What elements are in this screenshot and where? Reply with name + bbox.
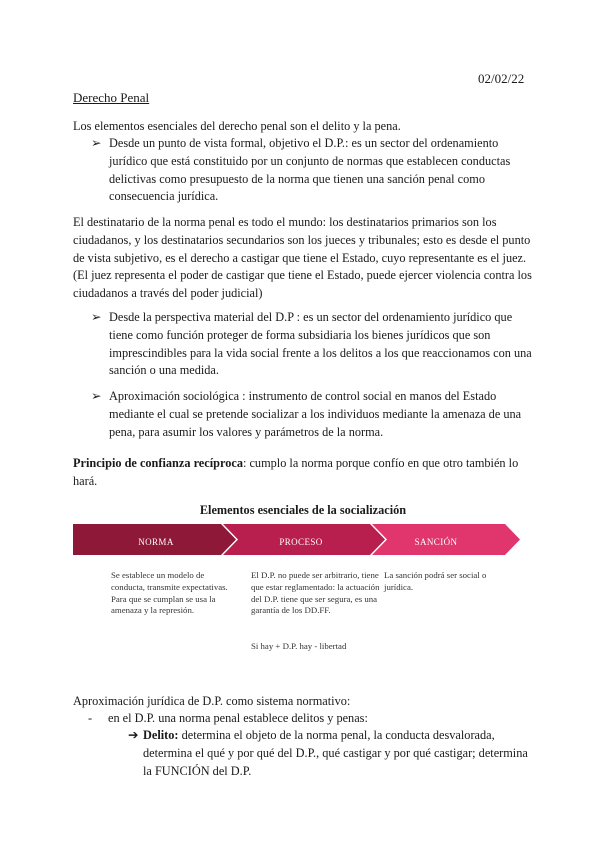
delito-text: determina el objeto de la norma penal, la conducta desvalorada, determina el qué y por qué del D.P., qué castigar y por qué castigar; determina la FUNCIÓN del D.P. <box>143 728 528 778</box>
document-date: 02/02/22 <box>478 71 525 86</box>
bullet-formal-text: Desde un punto de vista formal, objetivo el D.P.: es un sector del ordenamiento jurídico que está constituido por un conjunto de normas que establecen conductas delictivas como presupuesto de la norma que tienen una sanción penal como consecuencia jurídica. <box>109 136 511 204</box>
arrow-bullet-icon: ➢ <box>91 389 102 403</box>
dash-item <box>88 710 538 728</box>
aproximacion-paragraph: Aproximación jurídica de D.P. como sistema normativo: <box>73 694 351 708</box>
arrow-right-icon: ➔ <box>128 728 139 742</box>
dash-bullet: - <box>88 711 93 725</box>
destinatario-paragraph: El destinatario de la norma penal es todo el mundo: los destinatarios primarios son los ciudadanos, y los destinatarios secundarios son los jueces y tribunales; esto es desde el punto de vista subjetivo, es el derecho a castigar que tiene el Estado, cuyo representante es el juez. (El juez representa el poder de castigar que tiene el Estado, puede ejercer violencia contra los ciudadanos a través del poder judicial) <box>73 215 532 301</box>
dash-item-text: en el D.P. una norma penal establece delitos y penas: <box>108 711 368 725</box>
step-label-proceso: PROCESO <box>279 537 323 547</box>
arrow-bullet-icon: ➢ <box>91 136 102 150</box>
step-note-proceso: El D.P. no puede ser arbitrario, tiene que estar reglamentado: la actuación del D.P. tiene que ser segura, es una garantía de los DD.FF. <box>251 570 380 616</box>
bullet-sociologica-text: Aproximación sociológica : instrumento de control social en manos del Estado mediante el cual se pretende socializar a los individuos mediante la amenaza de una pena, para asumir los valores y parámetros de la norma. <box>109 389 522 439</box>
step-label-sancion: SANCIÓN <box>414 537 458 547</box>
delito-label: Delito: <box>143 728 179 742</box>
diagram-title: Elementos esenciales de la socialización <box>199 503 407 517</box>
principio-paragraph <box>73 455 533 491</box>
bullet-material-text: Desde la perspectiva material del D.P : es un sector del ordenamiento jurídico que tiene como función proteger de forma subsidiaria los bienes jurídicos que son imprescindibles para la vida social frente a los delitos a los que reaccionamos con una sanción o una medida. <box>109 310 532 378</box>
arrow-bullet-icon: ➢ <box>91 310 102 324</box>
delito-text-block <box>143 727 538 780</box>
step-note-sancion: La sanción podrá ser social o jurídica. <box>384 570 487 592</box>
intro-paragraph: Los elementos esenciales del derecho penal son el delito y la pena. <box>73 119 401 133</box>
bullet-formal <box>73 135 533 206</box>
delito-item <box>128 727 538 780</box>
step-note-norma: Se establece un modelo de conducta, transmite expectativas. Para que se cumplan se usa la amenaza y la represión. <box>111 570 228 616</box>
bullet-sociologica <box>73 388 533 441</box>
principio-label: Principio de confianza recíproca <box>73 456 243 470</box>
bullet-material <box>73 309 533 380</box>
principio-text: : cumplo la norma porque confío en que otro también lo hará. <box>73 456 519 488</box>
document-title: Derecho Penal <box>73 90 150 105</box>
step-note-extra: Si hay + D.P. hay - libertad <box>251 641 347 651</box>
step-label-norma: NORMA <box>138 537 174 547</box>
